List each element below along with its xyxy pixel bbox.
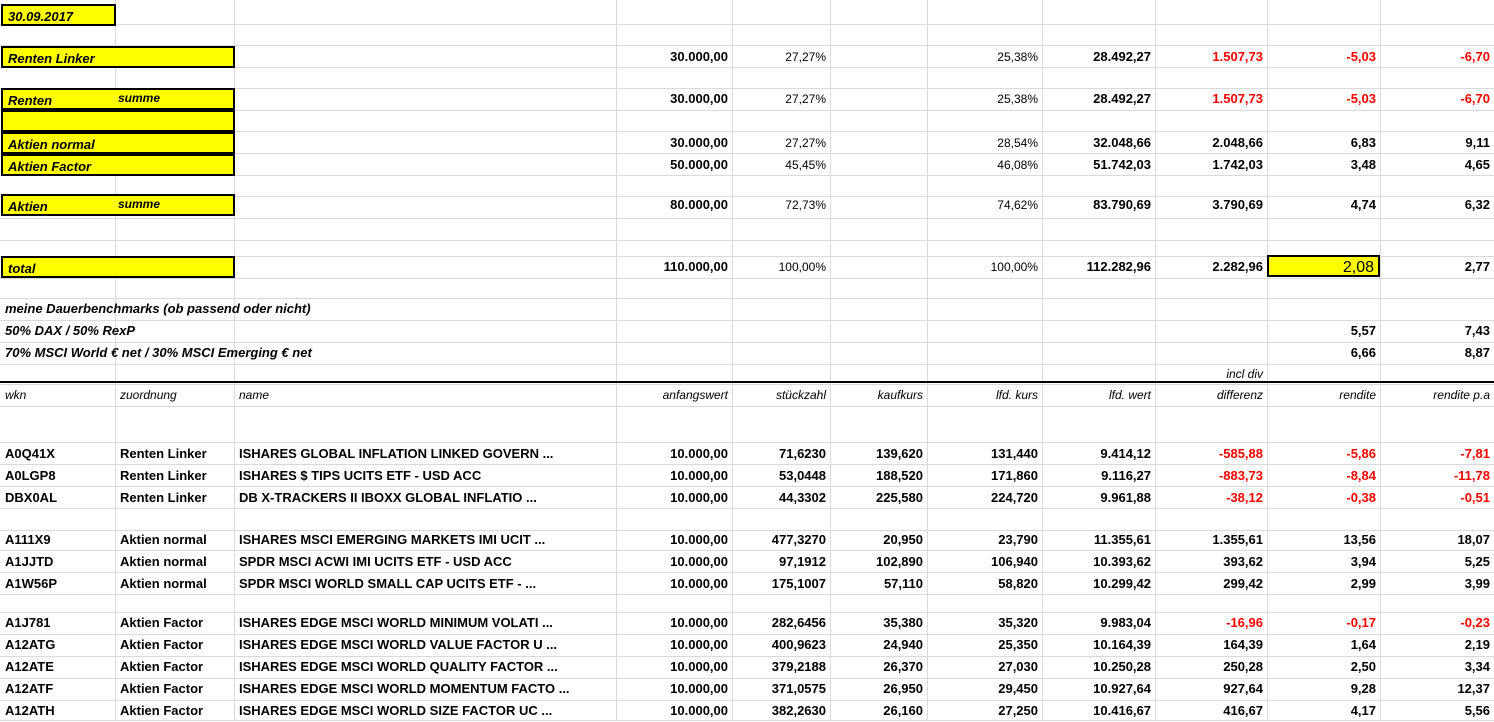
row-stueckzahl[interactable]: 53,0448 [779,468,826,483]
total-anteil-anfang[interactable]: 100,00% [778,260,826,274]
row-rendite[interactable]: -5,86 [1346,446,1376,461]
header-stueckzahl[interactable]: stückzahl [775,388,826,402]
row-lfd-kurs[interactable]: 23,790 [998,532,1038,547]
renten-summe-differenz[interactable]: 1.507,73 [1212,91,1263,106]
row-stueckzahl[interactable]: 97,1912 [779,554,826,569]
row-rendite[interactable]: -0,17 [1346,615,1376,630]
row-lfd-wert[interactable]: 10.250,28 [1093,659,1151,674]
renten-summe-anteil-aktuell[interactable]: 25,38% [997,92,1038,106]
benchmark-label[interactable]: 50% DAX / 50% RexP [5,323,136,338]
row-rendite-pa[interactable]: -7,81 [1460,446,1490,461]
row-rendite[interactable]: -0,38 [1346,490,1376,505]
row-rendite-pa[interactable]: -0,51 [1460,490,1490,505]
aktien-normal-lfd-wert[interactable]: 32.048,66 [1093,135,1151,150]
renten-linker-rendite[interactable]: -5,03 [1346,49,1376,64]
benchmark-rendite[interactable]: 6,66 [1350,345,1376,360]
row-zuordnung[interactable]: Renten Linker [120,490,207,505]
row-zuordnung[interactable]: Renten Linker [120,468,207,483]
row-stueckzahl[interactable]: 71,6230 [779,446,826,461]
row-wkn[interactable]: A12ATF [5,681,54,696]
row-differenz[interactable]: 164,39 [1223,637,1263,652]
aktien-summe-anfangswert[interactable]: 80.000,00 [670,197,728,212]
row-anfangswert[interactable]: 10.000,00 [670,490,728,505]
renten-summe-rendite-pa[interactable]: -6,70 [1460,91,1490,106]
row-stueckzahl[interactable]: 382,2630 [771,703,826,718]
benchmark-rendite-pa[interactable]: 7,43 [1464,323,1490,338]
row-kaufkurs[interactable]: 188,520 [876,468,923,483]
aktien-summe-differenz[interactable]: 3.790,69 [1212,197,1263,212]
aktien-factor-rendite-pa[interactable]: 4,65 [1464,157,1490,172]
row-rendite[interactable]: 4,17 [1350,703,1376,718]
renten-linker-anteil-anfang[interactable]: 27,27% [785,50,826,64]
row-name[interactable]: ISHARES EDGE MSCI WORLD MINIMUM VOLATI ... [239,615,553,630]
row-zuordnung[interactable]: Aktien normal [120,532,207,547]
header-kaufkurs[interactable]: kaufkurs [877,388,923,402]
total-differenz[interactable]: 2.282,96 [1212,259,1263,274]
benchmark-label[interactable]: 70% MSCI World € net / 30% MSCI Emerging € net [5,345,312,360]
row-differenz[interactable]: 1.355,61 [1212,532,1263,547]
aktien-factor-rendite[interactable]: 3,48 [1350,157,1376,172]
row-lfd-kurs[interactable]: 27,250 [998,703,1038,718]
renten-summe-label[interactable]: Renten [1,88,235,110]
benchmark-rendite-pa[interactable]: 8,87 [1464,345,1490,360]
renten-summe-sub-label: summe [118,91,161,105]
row-anfangswert[interactable]: 10.000,00 [670,659,728,674]
row-differenz[interactable]: 927,64 [1223,681,1263,696]
row-zuordnung[interactable]: Aktien normal [120,554,207,569]
row-differenz[interactable]: 393,62 [1223,554,1263,569]
row-name[interactable]: SPDR MSCI WORLD SMALL CAP UCITS ETF - ... [239,576,537,591]
row-lfd-kurs[interactable]: 25,350 [998,637,1038,652]
row-lfd-kurs[interactable]: 106,940 [991,554,1038,569]
row-lfd-kurs[interactable]: 131,440 [991,446,1038,461]
row-anfangswert[interactable]: 10.000,00 [670,554,728,569]
row-differenz[interactable]: 416,67 [1223,703,1263,718]
aktien-normal-differenz[interactable]: 2.048,66 [1212,135,1263,150]
row-lfd-kurs[interactable]: 58,820 [998,576,1038,591]
row-lfd-kurs[interactable]: 35,320 [998,615,1038,630]
row-lfd-wert[interactable]: 9.983,04 [1100,615,1151,630]
row-anfangswert[interactable]: 10.000,00 [670,681,728,696]
grid-row-line [0,364,1494,365]
row-kaufkurs[interactable]: 26,370 [883,659,923,674]
row-anfangswert[interactable]: 10.000,00 [670,532,728,547]
row-wkn[interactable]: A12ATH [5,703,55,718]
grid-row-line [0,218,1494,219]
aktien-summe-anteil-anfang[interactable]: 72,73% [785,198,826,212]
row-rendite-pa[interactable]: 12,37 [1457,681,1490,696]
renten-linker-anteil-aktuell[interactable]: 25,38% [997,50,1038,64]
row-lfd-kurs[interactable]: 171,860 [991,468,1038,483]
row-rendite[interactable]: 1,64 [1350,637,1376,652]
row-differenz[interactable]: 299,42 [1223,576,1263,591]
row-wkn[interactable]: A0LGP8 [5,468,56,483]
header-differenz[interactable]: differenz [1216,388,1263,402]
total-rendite-pa[interactable]: 2,77 [1464,259,1490,274]
header-lfd_wert[interactable]: lfd. wert [1108,388,1151,402]
total-lfd-wert[interactable]: 112.282,96 [1086,259,1151,274]
aktien-summe-label[interactable]: Aktien [1,194,235,216]
aktien-factor-lfd-wert[interactable]: 51.742,03 [1093,157,1151,172]
aktien-factor-anfangswert[interactable]: 50.000,00 [670,157,728,172]
row-kaufkurs[interactable]: 26,160 [883,703,923,718]
row-stueckzahl[interactable]: 379,2188 [771,659,826,674]
renten-linker-anfangswert[interactable]: 30.000,00 [670,49,728,64]
row-kaufkurs[interactable]: 57,110 [883,576,923,591]
row-rendite-pa[interactable]: -0,23 [1460,615,1490,630]
row-anfangswert[interactable]: 10.000,00 [670,446,728,461]
row-zuordnung[interactable]: Aktien Factor [120,703,204,718]
row-differenz[interactable]: -16,96 [1226,615,1263,630]
row-wkn[interactable]: A111X9 [5,532,51,547]
header-anfangswert[interactable]: anfangswert [662,388,728,402]
header-name[interactable]: name [239,388,270,402]
header-wkn[interactable]: wkn [5,388,27,402]
aktien-summe-lfd-wert[interactable]: 83.790,69 [1093,197,1151,212]
total-rendite-highlight[interactable]: 2,08 [1267,255,1380,277]
row-lfd-wert[interactable]: 10.164,39 [1093,637,1151,652]
aktien-normal-rendite-pa[interactable]: 9,11 [1465,135,1490,150]
renten-summe-lfd-wert[interactable]: 28.492,27 [1093,91,1151,106]
row-zuordnung[interactable]: Aktien Factor [120,637,204,652]
renten-summe-anfangswert[interactable]: 30.000,00 [670,91,728,106]
row-rendite[interactable]: 9,28 [1350,681,1376,696]
total-anteil-aktuell[interactable]: 100,00% [990,260,1038,274]
header-zuordnung[interactable]: zuordnung [120,388,177,402]
row-lfd-wert[interactable]: 9.116,27 [1101,468,1151,483]
row-zuordnung[interactable]: Renten Linker [120,446,207,461]
row-rendite-pa[interactable]: 5,25 [1464,554,1490,569]
aktien-summe-rendite[interactable]: 4,74 [1350,197,1376,212]
row-lfd-wert[interactable]: 10.393,62 [1093,554,1151,569]
renten-linker-differenz[interactable]: 1.507,73 [1212,49,1263,64]
renten-linker-label[interactable]: Renten Linker [1,46,235,68]
row-kaufkurs[interactable]: 225,580 [876,490,923,505]
row-name[interactable]: ISHARES GLOBAL INFLATION LINKED GOVERN ... [239,446,554,461]
row-lfd-kurs[interactable]: 224,720 [991,490,1038,505]
empty-yellow-cell[interactable] [1,110,235,132]
row-name[interactable]: ISHARES $ TIPS UCITS ETF - USD ACC [239,468,482,483]
grid-row-line [0,406,1494,407]
row-anfangswert[interactable]: 10.000,00 [670,615,728,630]
renten-linker-lfd-wert[interactable]: 28.492,27 [1093,49,1151,64]
row-wkn[interactable]: A12ATE [5,659,54,674]
row-anfangswert[interactable]: 10.000,00 [670,637,728,652]
total-label[interactable]: total [1,256,235,278]
row-wkn[interactable]: A1J781 [5,615,51,630]
row-rendite-pa[interactable]: 3,99 [1464,576,1490,591]
row-name[interactable]: ISHARES EDGE MSCI WORLD MOMENTUM FACTO ... [239,681,570,696]
header-lfd_kurs[interactable]: lfd. kurs [995,388,1038,402]
row-differenz[interactable]: -585,88 [1218,446,1263,461]
row-zuordnung[interactable]: Aktien Factor [120,681,204,696]
row-kaufkurs[interactable]: 20,950 [883,532,923,547]
row-rendite[interactable]: 3,94 [1350,554,1376,569]
row-wkn[interactable]: A1JJTD [5,554,54,569]
row-rendite-pa[interactable]: 5,56 [1464,703,1490,718]
row-rendite[interactable]: 13,56 [1343,532,1376,547]
row-lfd-wert[interactable]: 9.414,12 [1100,446,1151,461]
row-lfd-kurs[interactable]: 29,450 [998,681,1038,696]
renten-summe-anteil-anfang[interactable]: 27,27% [785,92,826,106]
row-lfd-wert[interactable]: 10.299,42 [1093,576,1151,591]
date-cell[interactable]: 30.09.2017 [1,4,116,26]
row-differenz[interactable]: -883,73 [1218,468,1263,483]
row-anfangswert[interactable]: 10.000,00 [670,703,728,718]
row-name[interactable]: ISHARES EDGE MSCI WORLD QUALITY FACTOR ... [239,659,558,674]
row-rendite[interactable]: 2,99 [1350,576,1376,591]
aktien-factor-differenz[interactable]: 1.742,03 [1212,157,1263,172]
row-name[interactable]: ISHARES EDGE MSCI WORLD SIZE FACTOR UC ... [239,703,553,718]
row-lfd-wert[interactable]: 10.927,64 [1093,681,1151,696]
row-name[interactable]: ISHARES EDGE MSCI WORLD VALUE FACTOR U ... [239,637,558,652]
incl-div-note[interactable]: incl div [1226,367,1263,381]
total-anfangswert[interactable]: 110.000,00 [663,259,728,274]
row-anfangswert[interactable]: 10.000,00 [670,576,728,591]
grid-row-line [0,278,1494,279]
header-rendite[interactable]: rendite [1339,388,1376,402]
row-lfd-wert[interactable]: 11.355,61 [1093,532,1151,547]
renten-summe-rendite[interactable]: -5,03 [1346,91,1376,106]
aktien-factor-label[interactable]: Aktien Factor [1,154,235,176]
header-rendite_pa[interactable]: rendite p.a [1433,388,1490,402]
row-stueckzahl[interactable]: 175,1007 [771,576,826,591]
row-kaufkurs[interactable]: 139,620 [876,446,923,461]
row-stueckzahl[interactable]: 282,6456 [771,615,826,630]
row-wkn[interactable]: A12ATG [5,637,56,652]
row-kaufkurs[interactable]: 35,380 [883,615,923,630]
row-kaufkurs[interactable]: 102,890 [876,554,923,569]
benchmark-title[interactable]: meine Dauerbenchmarks (ob passend oder nicht) [5,301,311,316]
row-lfd-kurs[interactable]: 27,030 [998,659,1038,674]
aktien-summe-rendite-pa[interactable]: 6,32 [1464,197,1490,212]
aktien-factor-anteil-aktuell[interactable]: 46,08% [997,158,1038,172]
aktien-summe-anteil-aktuell[interactable]: 74,62% [997,198,1038,212]
row-kaufkurs[interactable]: 26,950 [883,681,923,696]
aktien-normal-anteil-aktuell[interactable]: 28,54% [997,136,1038,150]
row-stueckzahl[interactable]: 477,3270 [771,532,826,547]
aktien-factor-anteil-anfang[interactable]: 45,45% [785,158,826,172]
row-stueckzahl[interactable]: 371,0575 [771,681,826,696]
row-rendite-pa[interactable]: 2,19 [1464,637,1490,652]
row-name[interactable]: SPDR MSCI ACWI IMI UCITS ETF - USD ACC [239,554,512,569]
row-zuordnung[interactable]: Aktien Factor [120,615,204,630]
grid-row-line [0,240,1494,241]
row-lfd-wert[interactable]: 9.961,88 [1100,490,1151,505]
header-divider [0,381,1494,383]
aktien-normal-label[interactable]: Aktien normal [1,132,235,154]
row-name[interactable]: ISHARES MSCI EMERGING MARKETS IMI UCIT ... [239,532,546,547]
row-rendite[interactable]: 2,50 [1350,659,1376,674]
row-stueckzahl[interactable]: 44,3302 [779,490,826,505]
renten-linker-rendite-pa[interactable]: -6,70 [1460,49,1490,64]
row-lfd-wert[interactable]: 10.416,67 [1093,703,1151,718]
row-anfangswert[interactable]: 10.000,00 [670,468,728,483]
grid-row-line [0,24,1494,25]
aktien-normal-anfangswert[interactable]: 30.000,00 [670,135,728,150]
benchmark-rendite[interactable]: 5,57 [1350,323,1376,338]
aktien-normal-rendite[interactable]: 6,83 [1350,135,1376,150]
row-rendite-pa[interactable]: 3,34 [1464,659,1490,674]
row-wkn[interactable]: DBX0AL [5,490,58,505]
aktien-summe-sub-label: summe [118,197,161,211]
row-zuordnung[interactable]: Aktien Factor [120,659,204,674]
row-name[interactable]: DB X-TRACKERS II IBOXX GLOBAL INFLATIO ... [239,490,537,505]
row-rendite-pa[interactable]: 18,07 [1457,532,1490,547]
row-differenz[interactable]: -38,12 [1226,490,1263,505]
row-rendite-pa[interactable]: -11,78 [1453,468,1490,483]
row-kaufkurs[interactable]: 24,940 [883,637,923,652]
row-wkn[interactable]: A1W56P [5,576,58,591]
row-zuordnung[interactable]: Aktien normal [120,576,207,591]
row-stueckzahl[interactable]: 400,9623 [771,637,826,652]
row-wkn[interactable]: A0Q41X [5,446,55,461]
row-differenz[interactable]: 250,28 [1223,659,1263,674]
aktien-normal-anteil-anfang[interactable]: 27,27% [785,136,826,150]
row-rendite[interactable]: -8,84 [1346,468,1376,483]
